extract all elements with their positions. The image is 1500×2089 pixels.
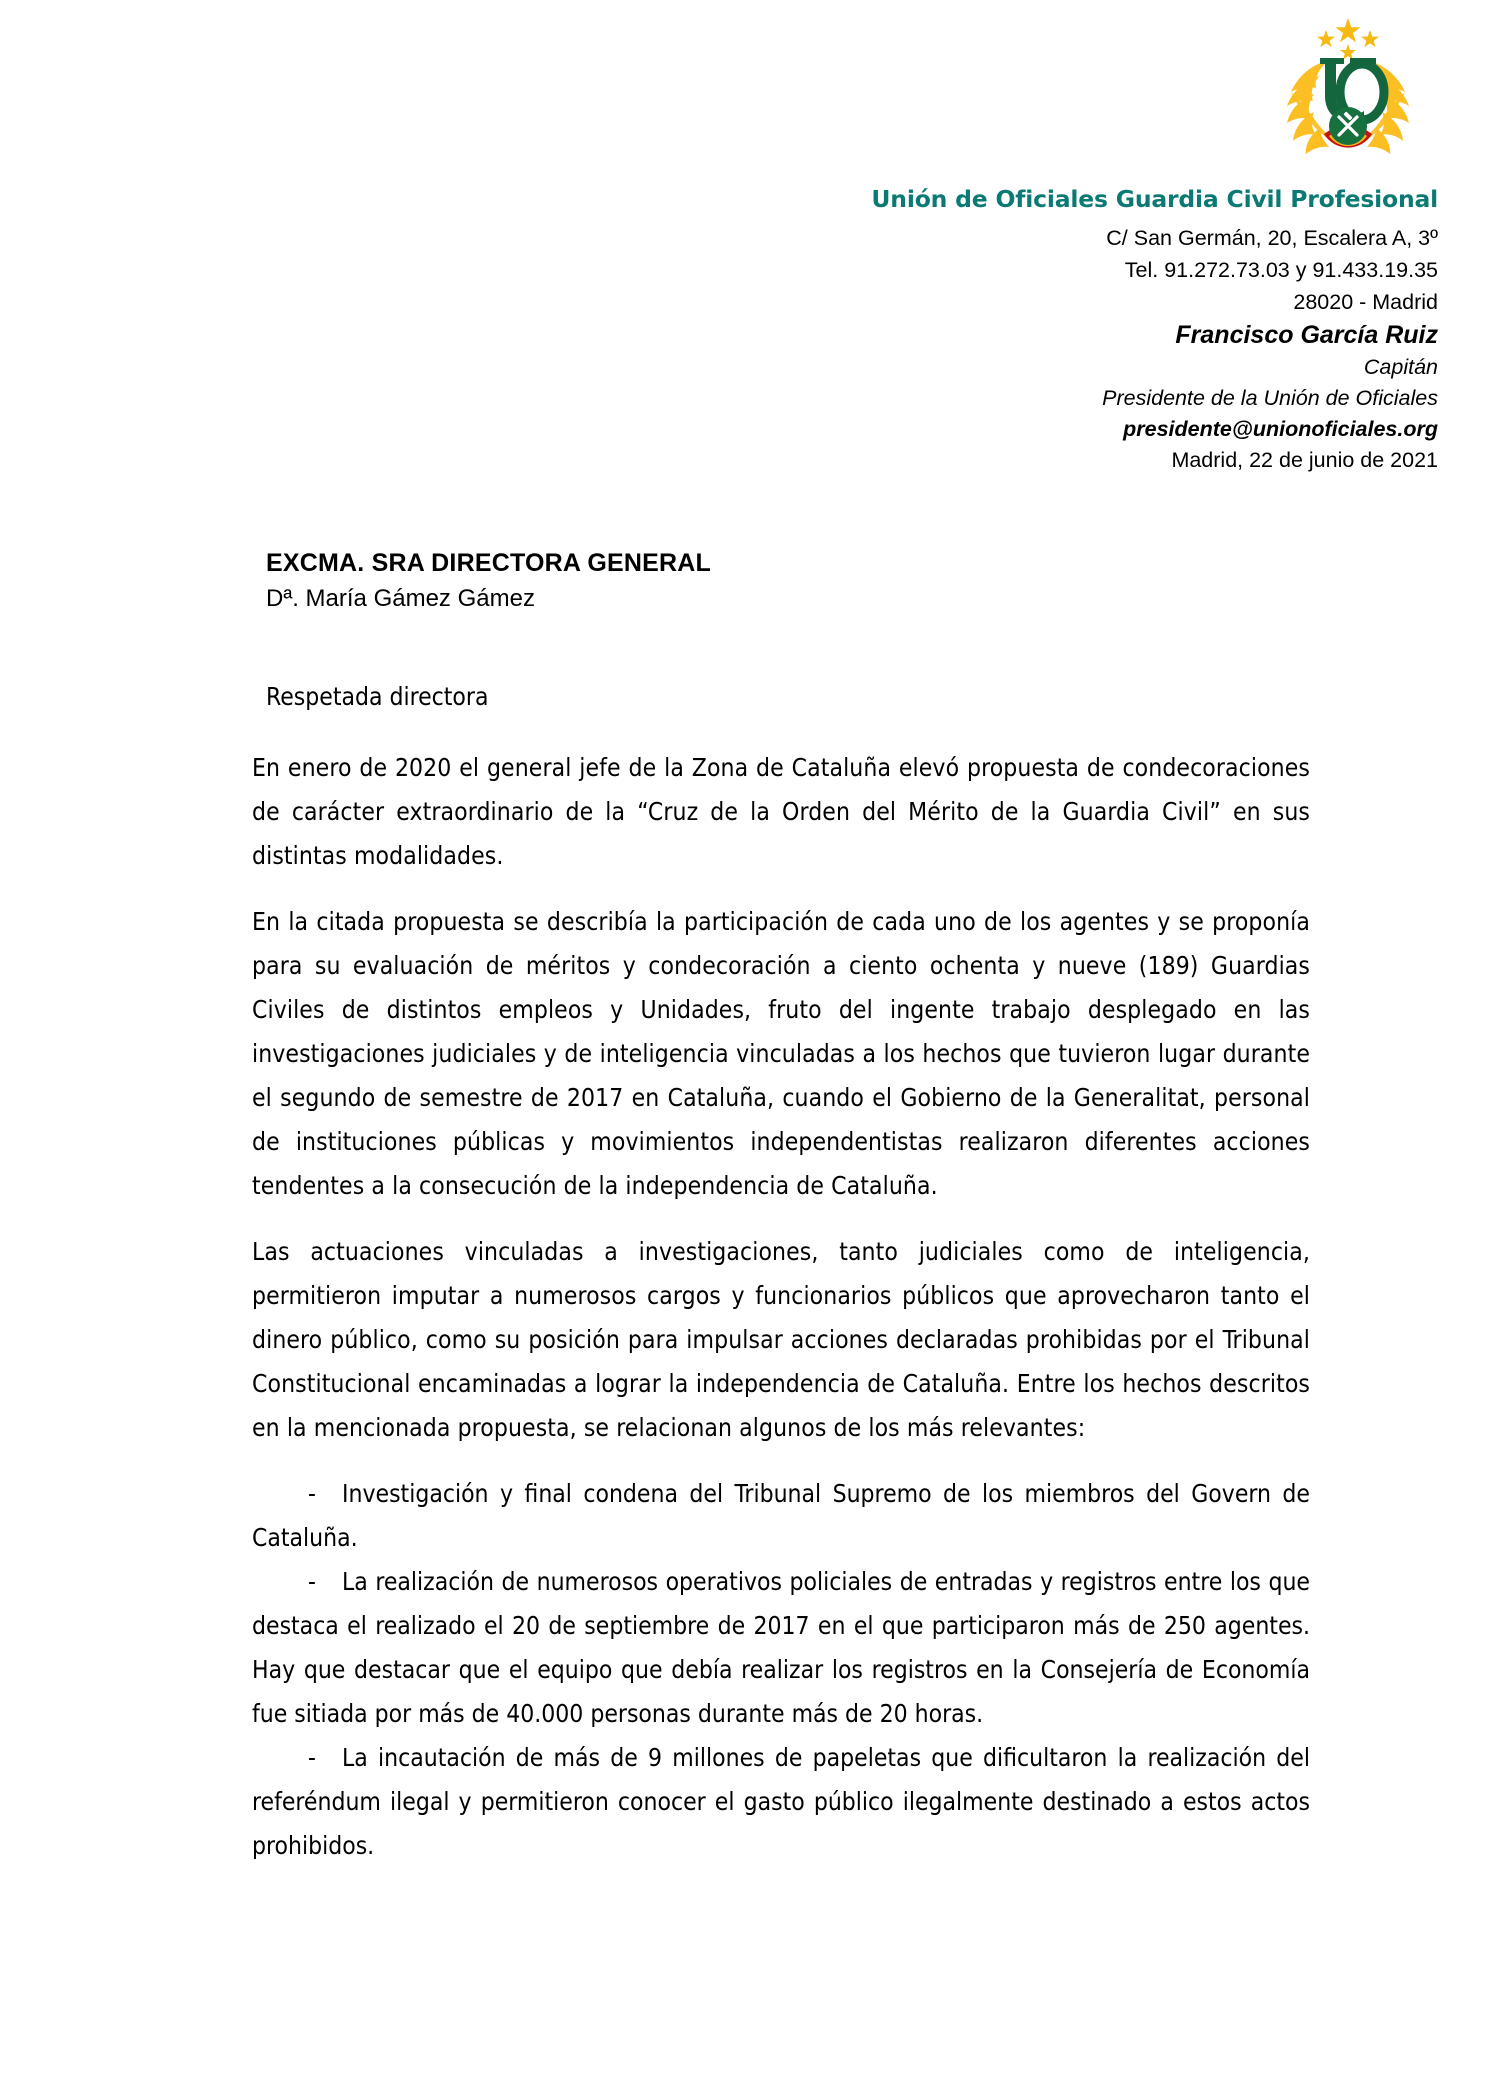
organization-name: Unión de Oficiales Guardia Civil Profesional bbox=[871, 185, 1438, 213]
list-item bbox=[252, 1472, 1310, 1560]
address-line-street: C/ San Germán, 20, Escalera A, 3º bbox=[1106, 226, 1438, 250]
list-item-text: Investigación y final condena del Tribunal Supremo de los miembros del Govern de Cataluña. bbox=[252, 1479, 1310, 1552]
body-paragraph-3: Las actuaciones vinculadas a investigaciones, tanto judiciales como de inteligencia, permitieron imputar a numerosos cargos y funcionarios públicos que aprovecharon tanto el dinero público, como su posición para impulsar acciones declaradas prohibidas por el Tribunal Constitucional encaminadas a lograr la independencia de Cataluña. Entre los hechos descritos en la mencionada propuesta, se relacionan algunos de los más relevantes: bbox=[252, 1237, 1310, 1442]
salutation: Respetada directora bbox=[266, 682, 489, 711]
addressee-name: Dª. María Gámez Gámez bbox=[266, 585, 535, 612]
bullet-marker: - bbox=[308, 1743, 316, 1772]
highlights-list bbox=[252, 1472, 1310, 1868]
address-line-phone: Tel. 91.272.73.03 y 91.433.19.35 bbox=[1124, 258, 1438, 282]
signatory-place-date: Madrid, 22 de junio de 2021 bbox=[1171, 448, 1438, 472]
list-item-text: La incautación de más de 9 millones de papeletas que dificultaron la realización del referéndum ilegal y permitieron conocer el gasto público ilegalmente destinado a estos actos prohibidos. bbox=[252, 1743, 1310, 1860]
bullet-marker: - bbox=[308, 1567, 316, 1596]
signatory-name: Francisco García Ruiz bbox=[1175, 321, 1438, 349]
signatory-rank: Capitán bbox=[1363, 355, 1438, 379]
letter-body bbox=[252, 676, 1310, 1868]
body-paragraph-1: En enero de 2020 el general jefe de la Zona de Cataluña elevó propuesta de condecoraciones de carácter extraordinario de la “Cruz de la Orden del Mérito de la Guardia Civil” en sus distintas modalidades. bbox=[252, 753, 1310, 870]
address-line-city: 28020 - Madrid bbox=[1293, 290, 1438, 314]
addressee-title: EXCMA. SRA DIRECTORA GENERAL bbox=[266, 549, 711, 577]
list-item bbox=[252, 1560, 1310, 1736]
list-item bbox=[252, 1736, 1310, 1868]
signatory-block bbox=[1102, 318, 1438, 476]
body-paragraph-2: En la citada propuesta se describía la participación de cada uno de los agentes y se proponía para su evaluación de méritos y condecoración a ciento ochenta y nueve (189) Guardias Civiles de distintos empleos y Unidades, fruto del ingente trabajo desplegado en las investigaciones judiciales y de inteligencia vinculadas a los hechos que tuvieron lugar durante el segundo de semestre de 2017 en Cataluña, cuando el Gobierno de la Generalitat, personal de instituciones públicas y movimientos independentistas realizaron diferentes acciones tendentes a la consecución de la independencia de Cataluña. bbox=[252, 907, 1310, 1200]
addressee-block bbox=[266, 545, 711, 616]
uogc-laurel-crest-icon bbox=[1258, 14, 1438, 154]
signatory-role: Presidente de la Unión de Oficiales bbox=[1102, 386, 1438, 410]
list-item-text: La realización de numerosos operativos policiales de entradas y registros entre los que destaca el realizado el 20 de septiembre de 2017 en el que participaron más de 250 agentes. Hay que destacar que el equipo que debía realizar los registros en la Consejería de Economía fue sitiada por más de 40.000 personas durante más de 20 horas. bbox=[252, 1567, 1310, 1728]
letterhead-address bbox=[1106, 222, 1438, 318]
bullet-marker: - bbox=[308, 1479, 316, 1508]
signatory-email[interactable]: presidente@unionoficiales.org bbox=[1123, 417, 1438, 441]
letterhead bbox=[0, 0, 1500, 314]
